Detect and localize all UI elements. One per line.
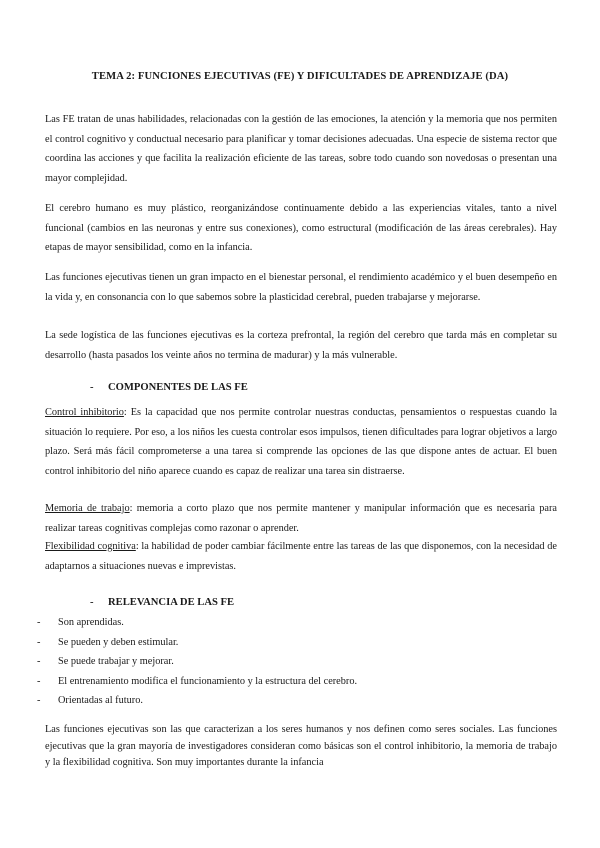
component-text: : memoria a corto plazo que nos permite mantener y manipular información que es necesaria para realizar tareas cognitivas complejas como razonar o aprender.: [45, 503, 557, 534]
list-item: - Se pueden y deben estimular.: [37, 636, 179, 648]
component-definition: [45, 403, 557, 481]
component-term: Flexibilidad cognitiva: [45, 541, 136, 552]
relevance-heading: [90, 597, 234, 608]
intro-paragraph: La sede logística de las funciones ejecutivas es la corteza prefrontal, la región del cerebro que tarda más en completar su desarrollo (hasta pasados los veinte años no termina de madurar) y la más vulnerable.: [45, 330, 557, 361]
intro-paragraph: El cerebro humano es muy plástico, reorganizándose continuamente debido a las experiencias vitales, tanto a nivel funcional (cambios en las neuronas y entre sus conexiones), como estructural (modificación de las áreas cerebrales). Hay etapas de mayor sensibilidad, como en la infancia.: [45, 203, 557, 254]
component-term: Memoria de trabajo: [45, 503, 130, 514]
list-item: - El entrenamiento modifica el funcionamiento y la estructura del cerebro.: [37, 675, 358, 687]
heading-dash: -: [90, 382, 94, 393]
component-text: : la habilidad de poder cambiar fácilmente entre las tareas de las que disponemos, con la necesidad de adaptarnos a situaciones nuevas e imprevistas.: [45, 541, 557, 572]
component-text: : Es la capacidad que nos permite controlar nuestras conductas, pensamientos o respuestas cuando la situación lo requiere. Por eso, a los niños les cuesta controlar esos impulsos, tienen dificultades para lograr objetivos a largo plazo. Será más fácil comprometerse a una tarea si comprende las opciones de las que dispone antes de actuar. El buen control inhibitorio del niño aparece cuando es capaz de realizar una tarea sin distraerse.: [45, 407, 557, 477]
relevance-heading-label: RELEVANCIA DE LAS FE: [108, 597, 235, 608]
component-definition: [45, 537, 557, 576]
intro-paragraph: Las funciones ejecutivas tienen un gran impacto en el bienestar personal, el rendimiento académico y el buen desempeño en la vida y, en consonancia con lo que sabemos sobre la plasticidad cerebral, pueden trabajarse y mejorarse.: [45, 272, 557, 303]
component-definition: [45, 499, 557, 538]
relevance-list: [37, 613, 357, 711]
list-item: - Se puede trabajar y mejorar.: [37, 656, 174, 668]
closing-paragraph: Las funciones ejecutivas son las que caracterizan a los seres humanos y nos definen como seres sociales. Las funciones ejecutivas que la gran mayoría de investigadores consideran como básicas son el control inhibitorio, la memoria de trabajo y la flexibilidad cognitiva. Son muy importantes durante la infancia: [45, 724, 557, 769]
list-item: - Son aprendidas.: [37, 617, 124, 628]
intro-paragraph: Las FE tratan de unas habilidades, relacionadas con la gestión de las emociones, la atención y la memoria que nos permiten el control cognitivo y conductual necesario para planificar y tomar decisiones adecuadas. Una especie de sistema rector que coordina las acciones y que facilita la realización eficiente de las tareas, sobre todo cuando son novedosas o presentan una mayor complejidad.: [45, 114, 557, 184]
component-term: Control inhibitorio: [45, 407, 124, 418]
list-item: - Orientadas al futuro.: [37, 695, 143, 707]
components-heading-label: COMPONENTES DE LAS FE: [108, 382, 248, 393]
components-heading: [90, 382, 248, 393]
heading-dash: -: [90, 597, 94, 608]
document-title: TEMA 2: FUNCIONES EJECUTIVAS (FE) Y DIFICULTADES DE APRENDIZAJE (DA): [91, 71, 509, 82]
